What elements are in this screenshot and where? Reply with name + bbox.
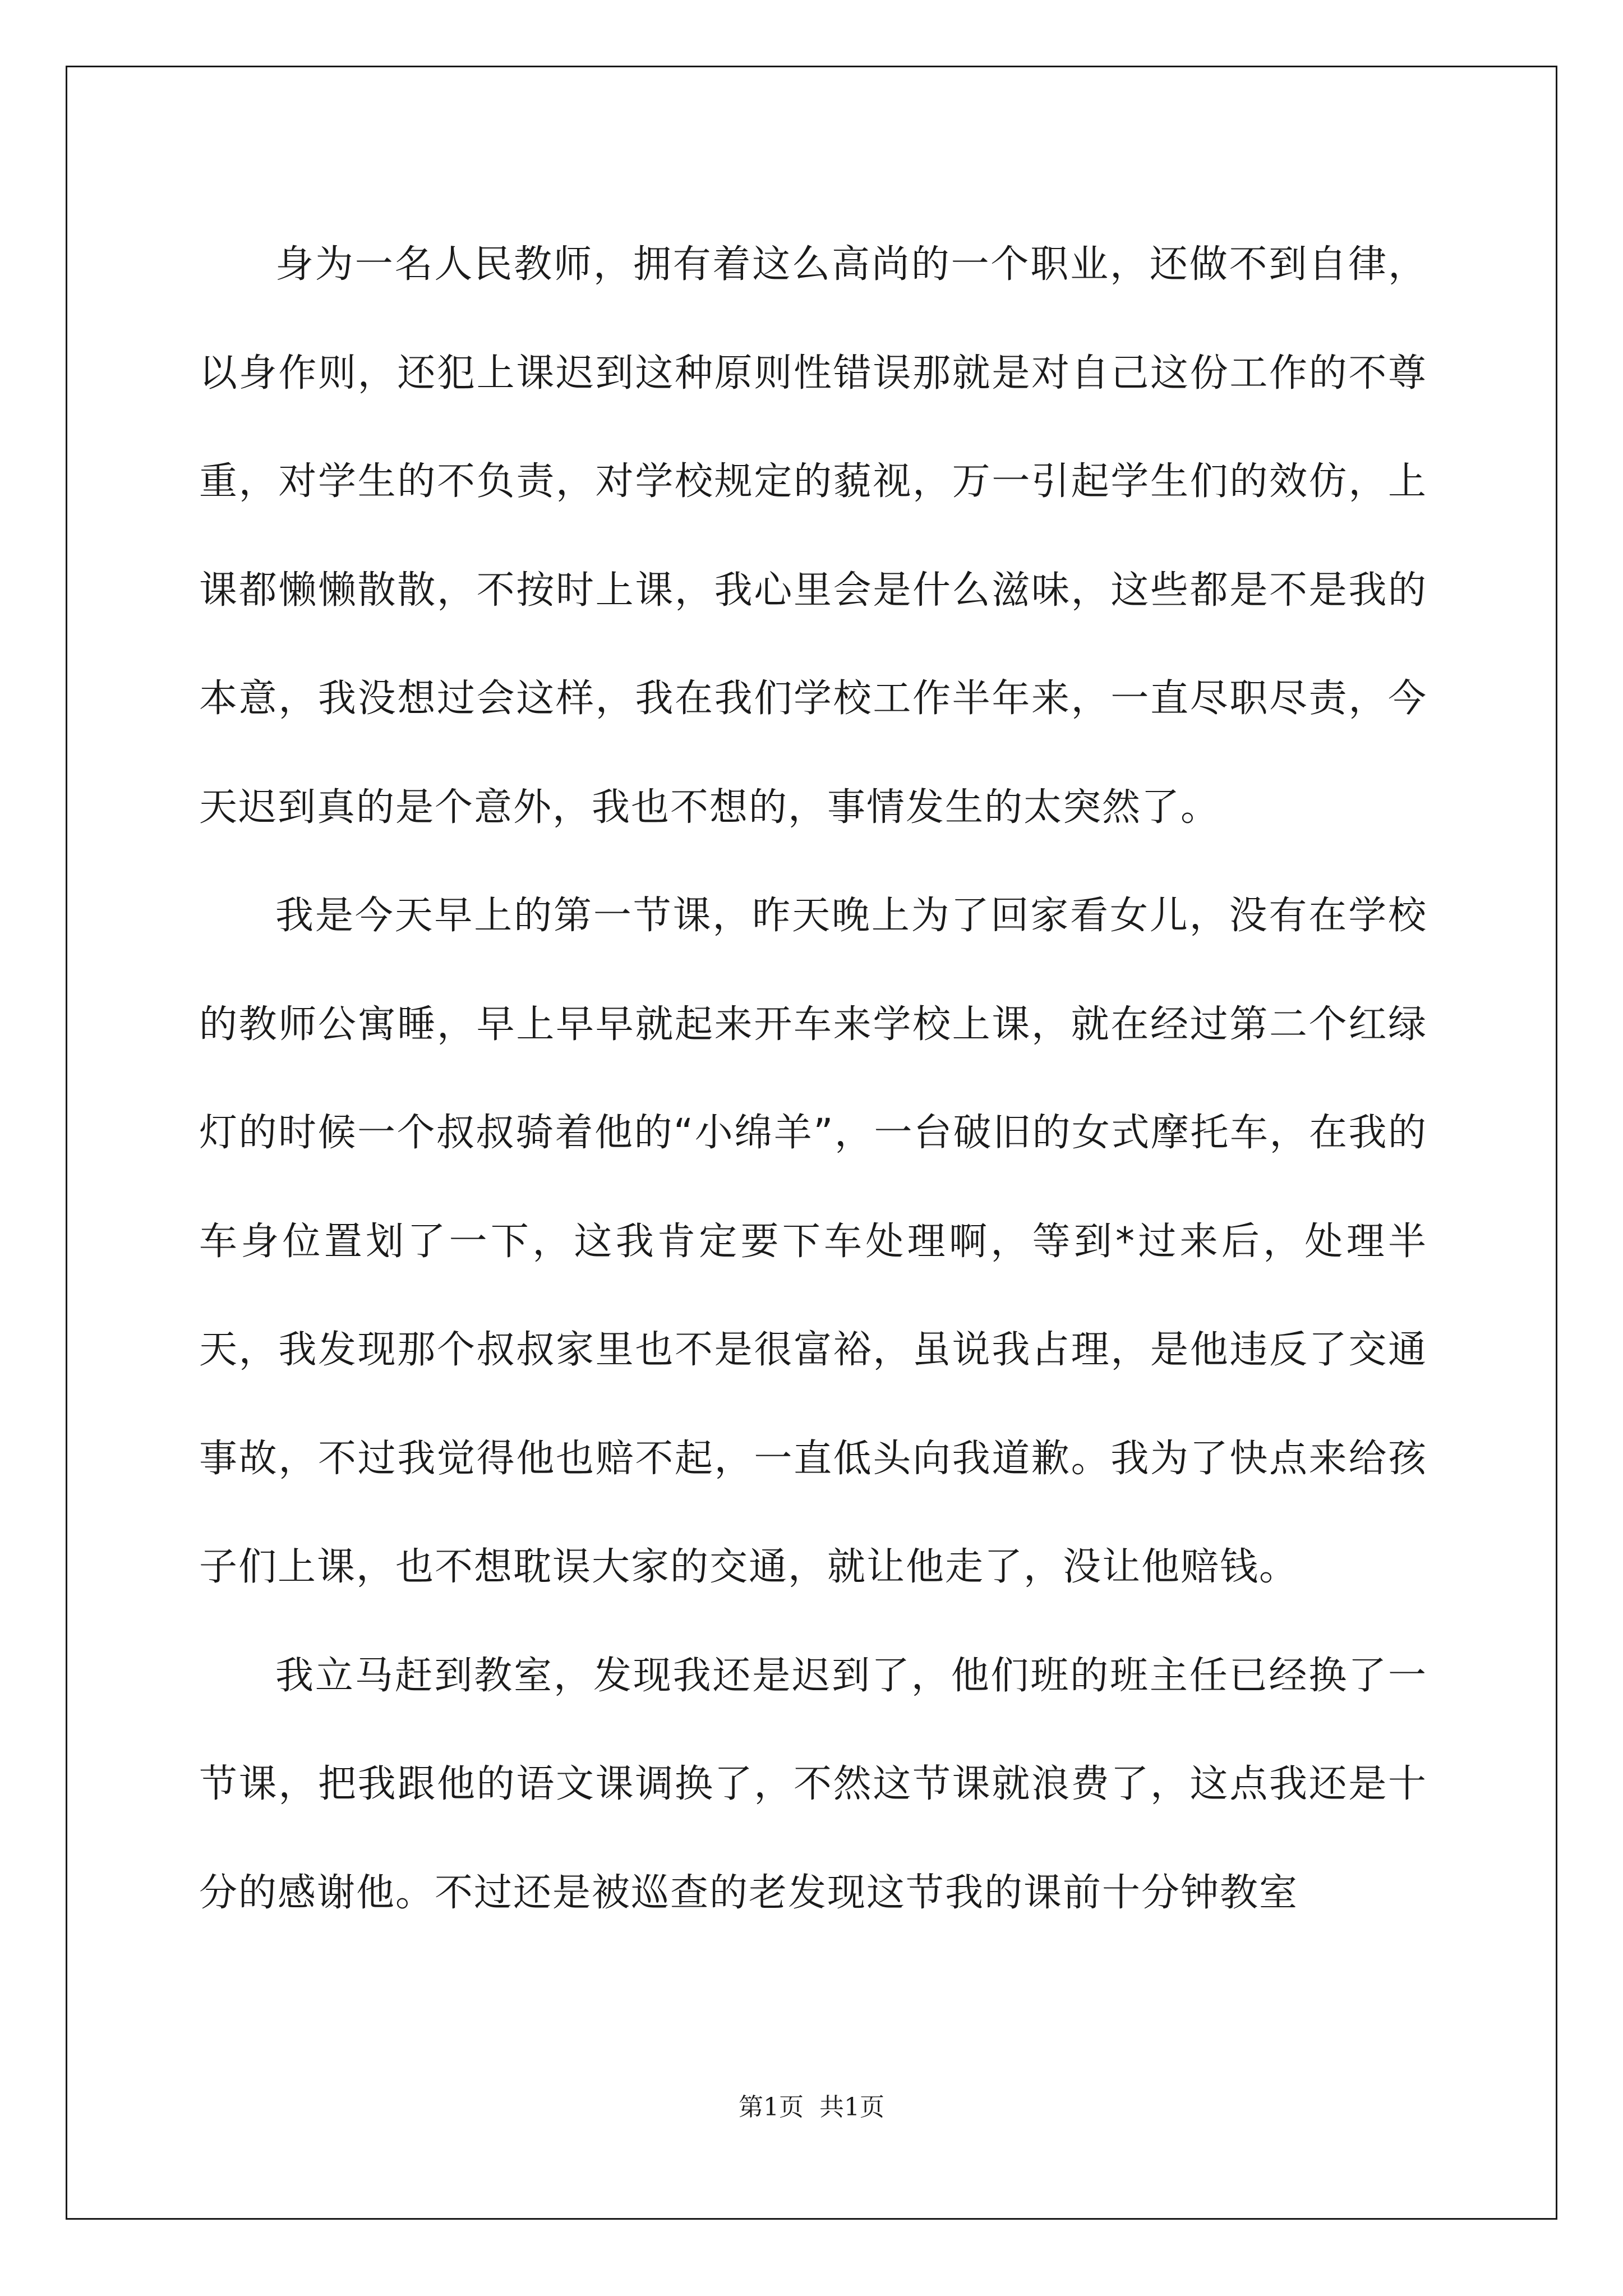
paragraph-3: 我立马赶到教室，发现我还是迟到了，他们班的班主任已经换了一节课，把我跟他的语文课调换了，不然这节课就浪费了，这点我还是十分的感谢他。不过还是被巡查的老发现这节我的课前十分钟教室 — [199, 1653, 1427, 1915]
paragraph-2: 我是今天早上的第一节课，昨天晚上为了回家看女儿，没有在学校的教师公寓睡，早上早早就起来开车来学校上课，就在经过第二个红绿灯的时候一个叔叔骑着他的“小绵羊”，一台破旧的女式摩托车，在我的车身位置划了一下，这我肯定要下车处理啊，等到*过来后，处理半天，我发现那个叔叔家里也不是很富裕，虽说我占理，是他违反了交通事故，不过我觉得他也赔不起，一直低头向我道歉。我为了快点来给孩子们上课，也不想耽误大家的交通，就让他走了，没让他赔钱。 — [199, 894, 1427, 1589]
paragraph-1: 身为一名人民教师，拥有着这么高尚的一个职业，还做不到自律，以身作则，还犯上课迟到这种原则性错误那就是对自己这份工作的不尊重，对学生的不负责，对学校规定的藐视，万一引起学生们的效仿，上课都懒懒散散，不按时上课，我心里会是什么滋味，这些都是不是我的本意，我没想过会这样，我在我们学校工作半年来，一直尽职尽责，今天迟到真的是个意外，我也不想的，事情发生的太突然了。 — [199, 242, 1427, 830]
document-body — [199, 210, 1427, 1947]
page-footer: 第1页 共1页 — [739, 2093, 884, 2122]
